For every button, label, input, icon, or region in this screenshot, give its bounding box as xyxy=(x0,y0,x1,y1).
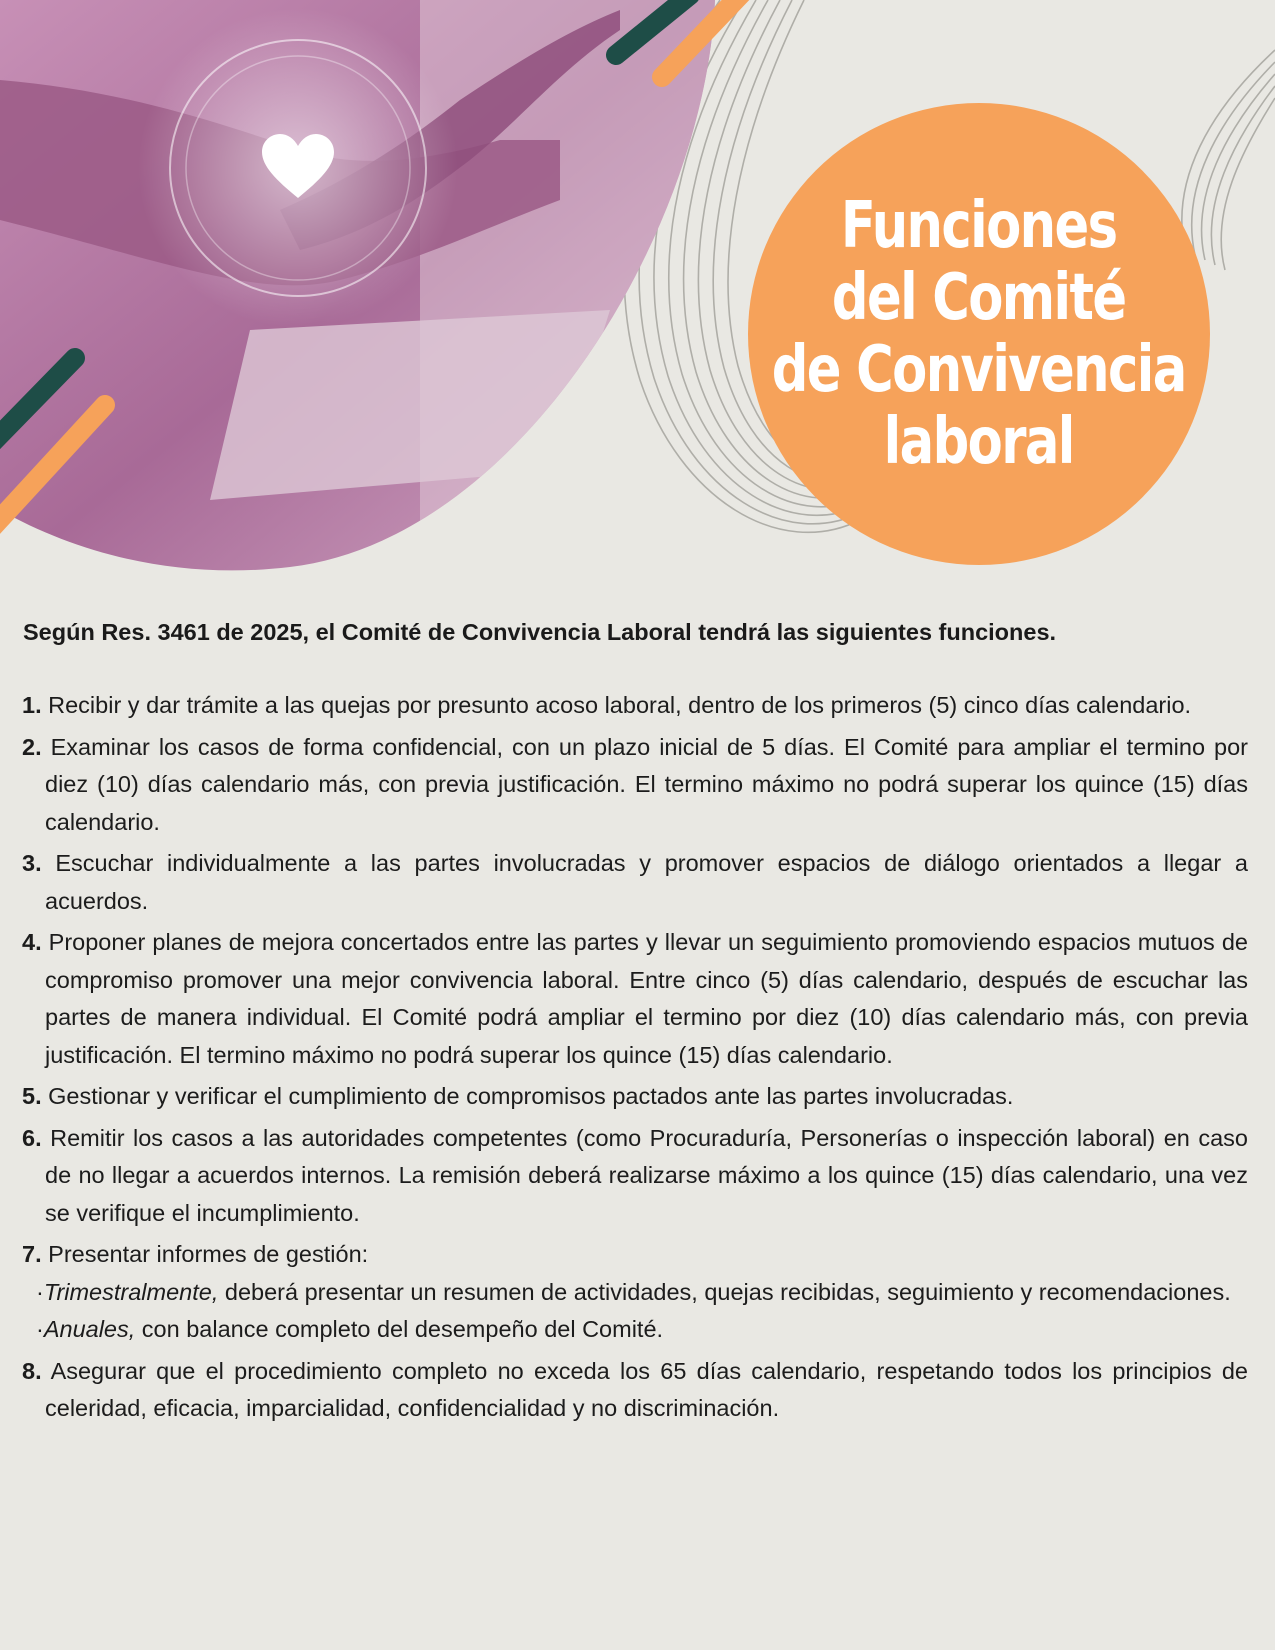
title-line: Funciones xyxy=(841,189,1117,263)
sublist-item-quarterly xyxy=(36,1274,1248,1312)
sublist-item-annual xyxy=(36,1311,1248,1349)
list-item xyxy=(22,687,1248,725)
list-item xyxy=(22,729,1248,842)
list-item xyxy=(22,1120,1248,1233)
title-line: del Comité xyxy=(832,261,1126,335)
item-number: 6. xyxy=(22,1124,42,1151)
item-text: Examinar los casos de forma confidencial, con un plazo inicial de 5 días. El Comité para ampliar el termino por diez (10) días calendario más, con previa justificación. El termino máximo no podrá superar los quince (15) días calendario. xyxy=(45,733,1248,835)
list-item xyxy=(22,1236,1248,1349)
item-number: 3. xyxy=(22,850,42,876)
item-text: Recibir y dar trámite a las quejas por presunto acoso laboral, dentro de los primeros (5) cinco días calendario. xyxy=(48,692,1192,718)
list-item xyxy=(22,1078,1248,1116)
item-text: Asegurar que el procedimiento completo no exceda los 65 días calendario, respetando todos los principios de celeridad, eficacia, imparcialidad, confidencialidad y no discriminación. xyxy=(45,1357,1248,1421)
item-number: 8. xyxy=(22,1357,42,1384)
list-item xyxy=(22,924,1248,1074)
title-line: laboral xyxy=(883,405,1075,479)
title-line: de Convivencia xyxy=(772,333,1186,407)
item-number: 7. xyxy=(22,1241,42,1267)
sublist-text: deberá presentar un resumen de actividades, quejas recibidas, seguimiento y recomendaciones. xyxy=(218,1278,1231,1305)
item-text: Proponer planes de mejora concertados entre las partes y llevar un seguimiento promoviendo espacios mutuos de compromiso promover una mejor convivencia laboral. Entre cinco (5) días calendario, después de escuchar las partes de manera individual. El Comité podrá ampliar el termino por diez (10) días calendario más, con previa justificación. El termino máximo no podrá superar los quince (15) días calendario. xyxy=(45,929,1248,1068)
list-item xyxy=(22,845,1248,920)
page-title xyxy=(772,190,1186,478)
item-text: Remitir los casos a las autoridades competentes (como Procuraduría, Personerías o inspección laboral) en caso de no llegar a acuerdos internos. La remisión deberá realizarse máximo a los quince (15) días calendario, una vez se verifique el incumplimiento. xyxy=(45,1124,1248,1226)
item-text: Presentar informes de gestión: xyxy=(48,1241,369,1267)
list-item xyxy=(22,1353,1248,1428)
functions-list xyxy=(22,687,1248,1432)
reports-sublist xyxy=(36,1274,1248,1349)
sublist-text: con balance completo del desempeño del Comité. xyxy=(135,1316,664,1342)
item-number: 5. xyxy=(22,1083,42,1109)
item-number: 4. xyxy=(22,929,42,955)
item-text: Escuchar individualmente a las partes involucradas y promover espacios de diálogo orientados a llegar a acuerdos. xyxy=(45,850,1249,914)
sublist-term: Anuales, xyxy=(43,1316,136,1342)
item-number: 1. xyxy=(22,692,42,718)
bullet: · xyxy=(36,1316,44,1342)
title-badge xyxy=(748,103,1210,565)
intro-text: Según Res. 3461 de 2025, el Comité de Convivencia Laboral tendrá las siguientes funciones. xyxy=(23,619,1057,645)
bullet: · xyxy=(36,1278,44,1305)
item-number: 2. xyxy=(22,733,42,760)
sublist-term: Trimestralmente, xyxy=(43,1278,219,1305)
item-text: Gestionar y verificar el cumplimiento de compromisos pactados ante las partes involucradas. xyxy=(48,1083,1014,1109)
